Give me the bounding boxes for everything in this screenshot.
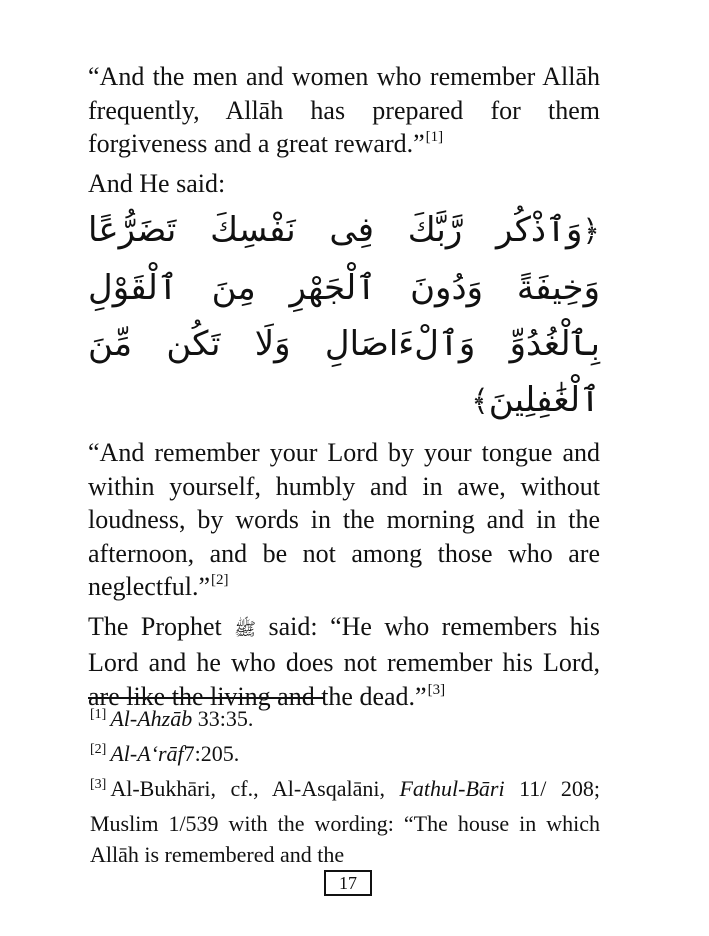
footnote-source: Al-A‘rāf [110,741,184,766]
footnote-mark: [2] [90,742,107,757]
footnote-divider [88,697,325,699]
footnote-ref-3[interactable]: [3] [427,681,446,698]
page-number: 17 [324,870,372,896]
footnote-source: Al-Ahzāb [110,706,193,731]
hadith-text: The Prophet ﷺ said: “He who remembers his Lord and he who does not remember his Lord, are like the living and the dead.”[3] [88,611,601,711]
footnotes [90,703,600,870]
main-text [88,60,600,718]
salawat-ligature: ﷺ [234,618,257,640]
footnote-1: [1] Al-Ahzāb 33:35. [90,706,254,731]
intro-text: And He said: [88,168,226,198]
footnote-ref-2[interactable]: [2] [211,572,229,588]
arabic-verse-text: وَٱذْكُر رَّبَّكَ فِى نَفْسِكَ تَضَرُّعًا وَخِيفَةً وَدُونَ ٱلْجَهْرِ مِنَ ٱلْقَوْلِ بِٱلْغُدُوِّ وَٱلْءَاصَالِ وَلَا تَكُن مِّنَ ٱلْغَٰفِلِينَ [88,210,600,420]
verse-translation-2: “And remember your Lord by your tongue and within yourself, humbly and in awe, without loudness, by words in the morning and in the afternoon, and be not among those who are neglectful.”[2] [88,438,600,601]
ornate-bracket-open: ﴿ [582,214,600,249]
arabic-verse [88,202,600,430]
footnote-mark: [1] [90,707,107,722]
ornate-bracket-close: ﴾ [471,384,489,419]
footnote-ref-1[interactable]: [1] [425,129,444,145]
footnote-2: [2] Al-A‘rāf7:205. [90,741,240,766]
footnote-mark: [3] [90,777,107,792]
footnote-title: Fathul-Bāri [399,776,505,801]
footnote-3: [3] Al-Bukhāri, cf., Al-Asqalāni, Fathul-Bāri 11/ 208; Muslim 1/539 with the wording: “The house in which Allāh is remembered and the [90,776,600,867]
verse-translation-1: “And the men and women who remember Allāh frequently, Allāh has prepared for them forgiveness and a great reward.”[1] [88,62,600,158]
